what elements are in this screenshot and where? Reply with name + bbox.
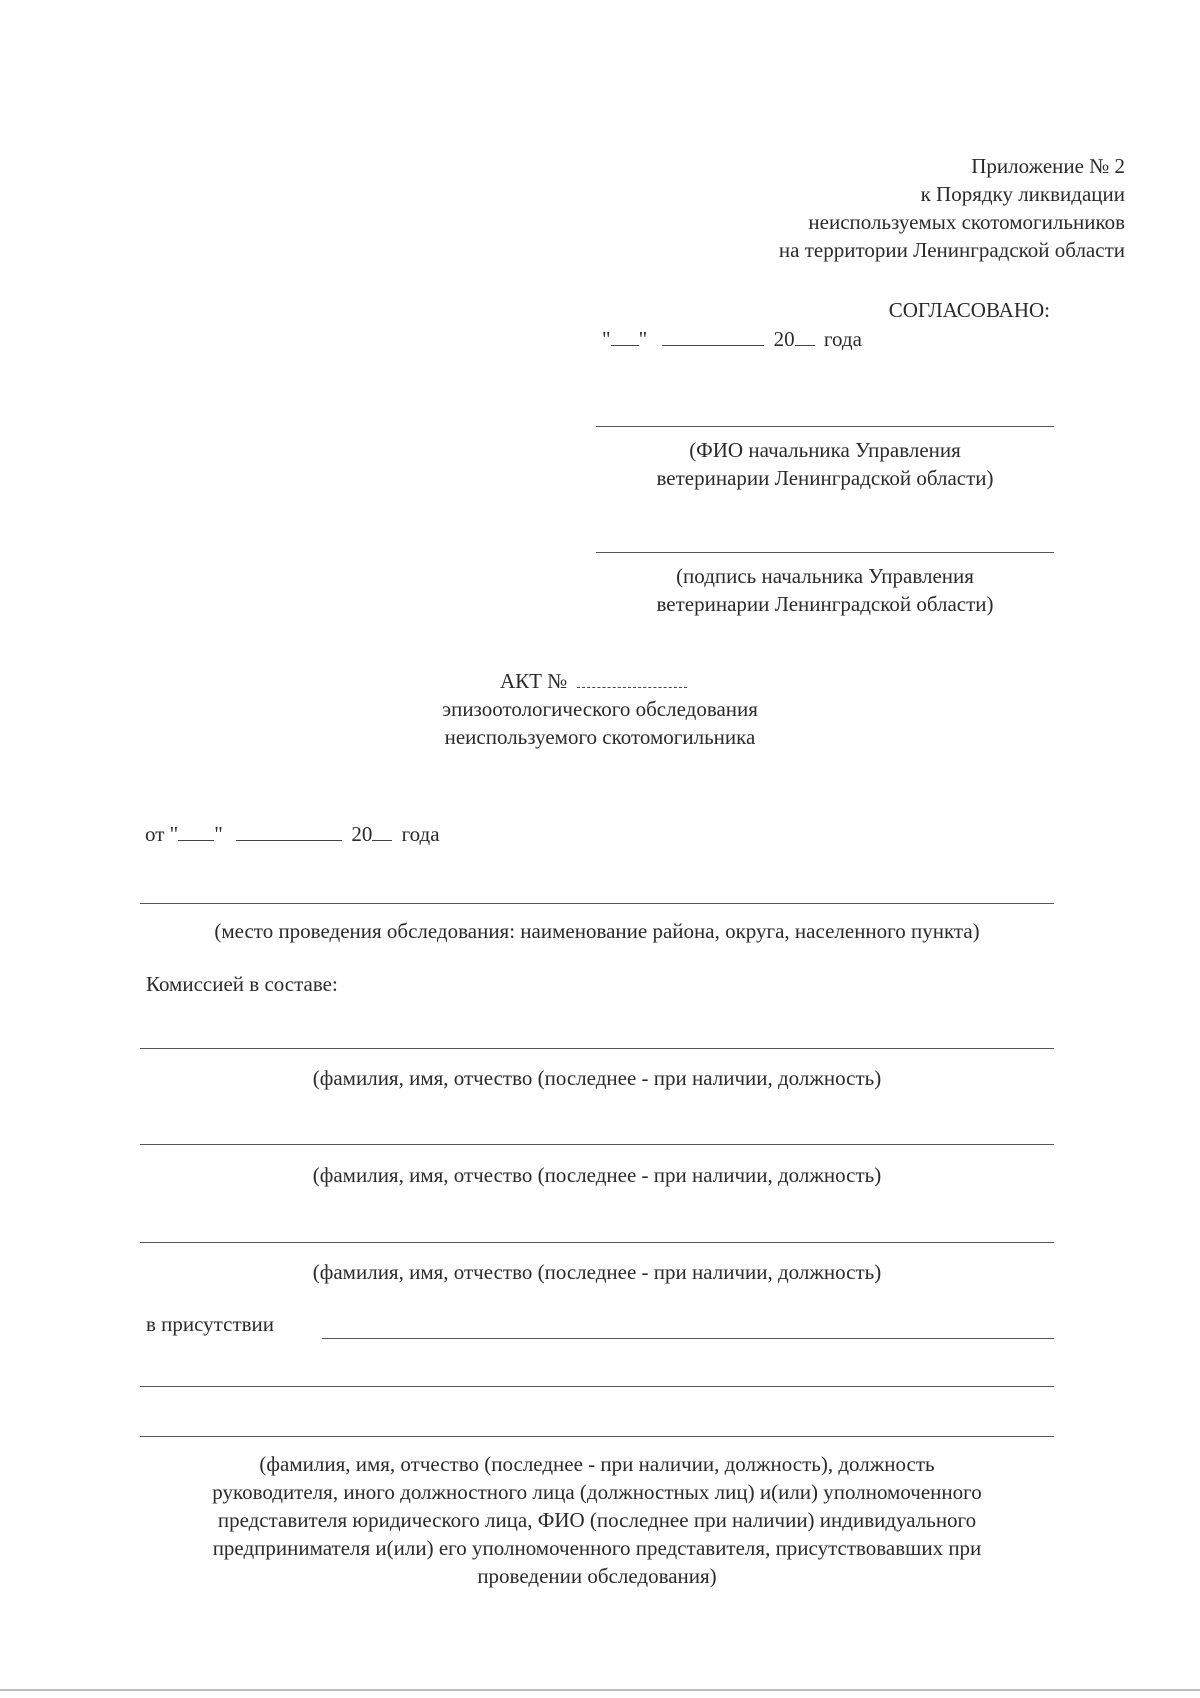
approval-date-close-quote: " xyxy=(638,327,648,351)
act-title-prefix: АКТ № xyxy=(500,669,568,693)
member-caption-1: (фамилия, имя, отчество (последнее - при наличии, должность) xyxy=(312,1066,882,1090)
act-title xyxy=(500,667,687,695)
appendix-line-4: на территории Ленинградской области xyxy=(778,238,1125,262)
act-subtitle-2: неиспользуемого скотомогильника xyxy=(444,725,756,749)
act-date-suffix: года xyxy=(401,822,440,846)
presence-caption-1: (фамилия, имя, отчество (последнее - при наличии, должность), должность xyxy=(259,1452,935,1476)
approval-signature-caption-1: (подпись начальника Управления xyxy=(676,564,974,588)
presence-label: в присутствии xyxy=(146,1312,275,1336)
appendix-line-2: к Порядку ликвидации xyxy=(920,182,1125,206)
presence-line-3 xyxy=(140,1436,1054,1437)
place-line xyxy=(140,903,1054,904)
appendix-line-1: Приложение № 2 xyxy=(971,154,1125,178)
member-line-3 xyxy=(140,1242,1054,1243)
approval-date-open-quote: " xyxy=(602,327,611,351)
approval-date-year-blank xyxy=(795,327,815,346)
approval-date-month-blank xyxy=(662,327,764,346)
presence-caption-2: руководителя, иного должностного лица (должностных лиц) и(или) уполномоченного xyxy=(212,1480,982,1504)
act-date-prefix: от " xyxy=(145,822,179,846)
act-date-month-blank xyxy=(236,822,342,841)
act-subtitle-1: эпизоотологического обследования xyxy=(442,697,758,721)
commission-label: Комиссией в составе: xyxy=(146,972,338,996)
approval-fio-line xyxy=(596,426,1054,427)
presence-line-2 xyxy=(140,1386,1054,1387)
presence-line-1 xyxy=(322,1338,1054,1339)
approval-date-suffix: года xyxy=(823,327,862,351)
act-date-close-quote: " xyxy=(214,822,223,846)
page-bottom-edge xyxy=(0,1689,1200,1691)
approval-date-day-blank xyxy=(611,327,639,346)
act-date-year-blank xyxy=(372,822,392,841)
appendix-line-3: неиспользуемых скотомогильников xyxy=(808,210,1125,234)
approval-fio-caption-1: (ФИО начальника Управления xyxy=(689,438,961,462)
approval-signature-line xyxy=(596,552,1054,553)
act-date xyxy=(145,820,440,848)
member-caption-3: (фамилия, имя, отчество (последнее - при наличии, должность) xyxy=(312,1260,882,1284)
member-line-1 xyxy=(140,1048,1054,1049)
act-number-blank xyxy=(577,669,687,688)
approval-date xyxy=(602,325,862,353)
approval-heading: СОГЛАСОВАНО: xyxy=(888,298,1050,322)
act-date-day-blank xyxy=(178,822,214,841)
approval-fio-caption-2: ветеринарии Ленинградской области) xyxy=(656,466,994,490)
member-line-2 xyxy=(140,1144,1054,1145)
member-caption-2: (фамилия, имя, отчество (последнее - при наличии, должность) xyxy=(312,1163,882,1187)
presence-caption-4: предпринимателя и(или) его уполномоченного представителя, присутствовавших при xyxy=(212,1536,982,1560)
place-caption: (место проведения обследования: наименование района, округа, населенного пункта) xyxy=(214,919,980,943)
act-date-year: 20 xyxy=(351,822,373,846)
presence-caption-5: проведении обследования) xyxy=(477,1564,717,1588)
approval-date-year: 20 xyxy=(773,327,795,351)
approval-signature-caption-2: ветеринарии Ленинградской области) xyxy=(656,592,994,616)
presence-caption-3: представителя юридического лица, ФИО (последнее при наличии) индивидуального xyxy=(217,1508,977,1532)
